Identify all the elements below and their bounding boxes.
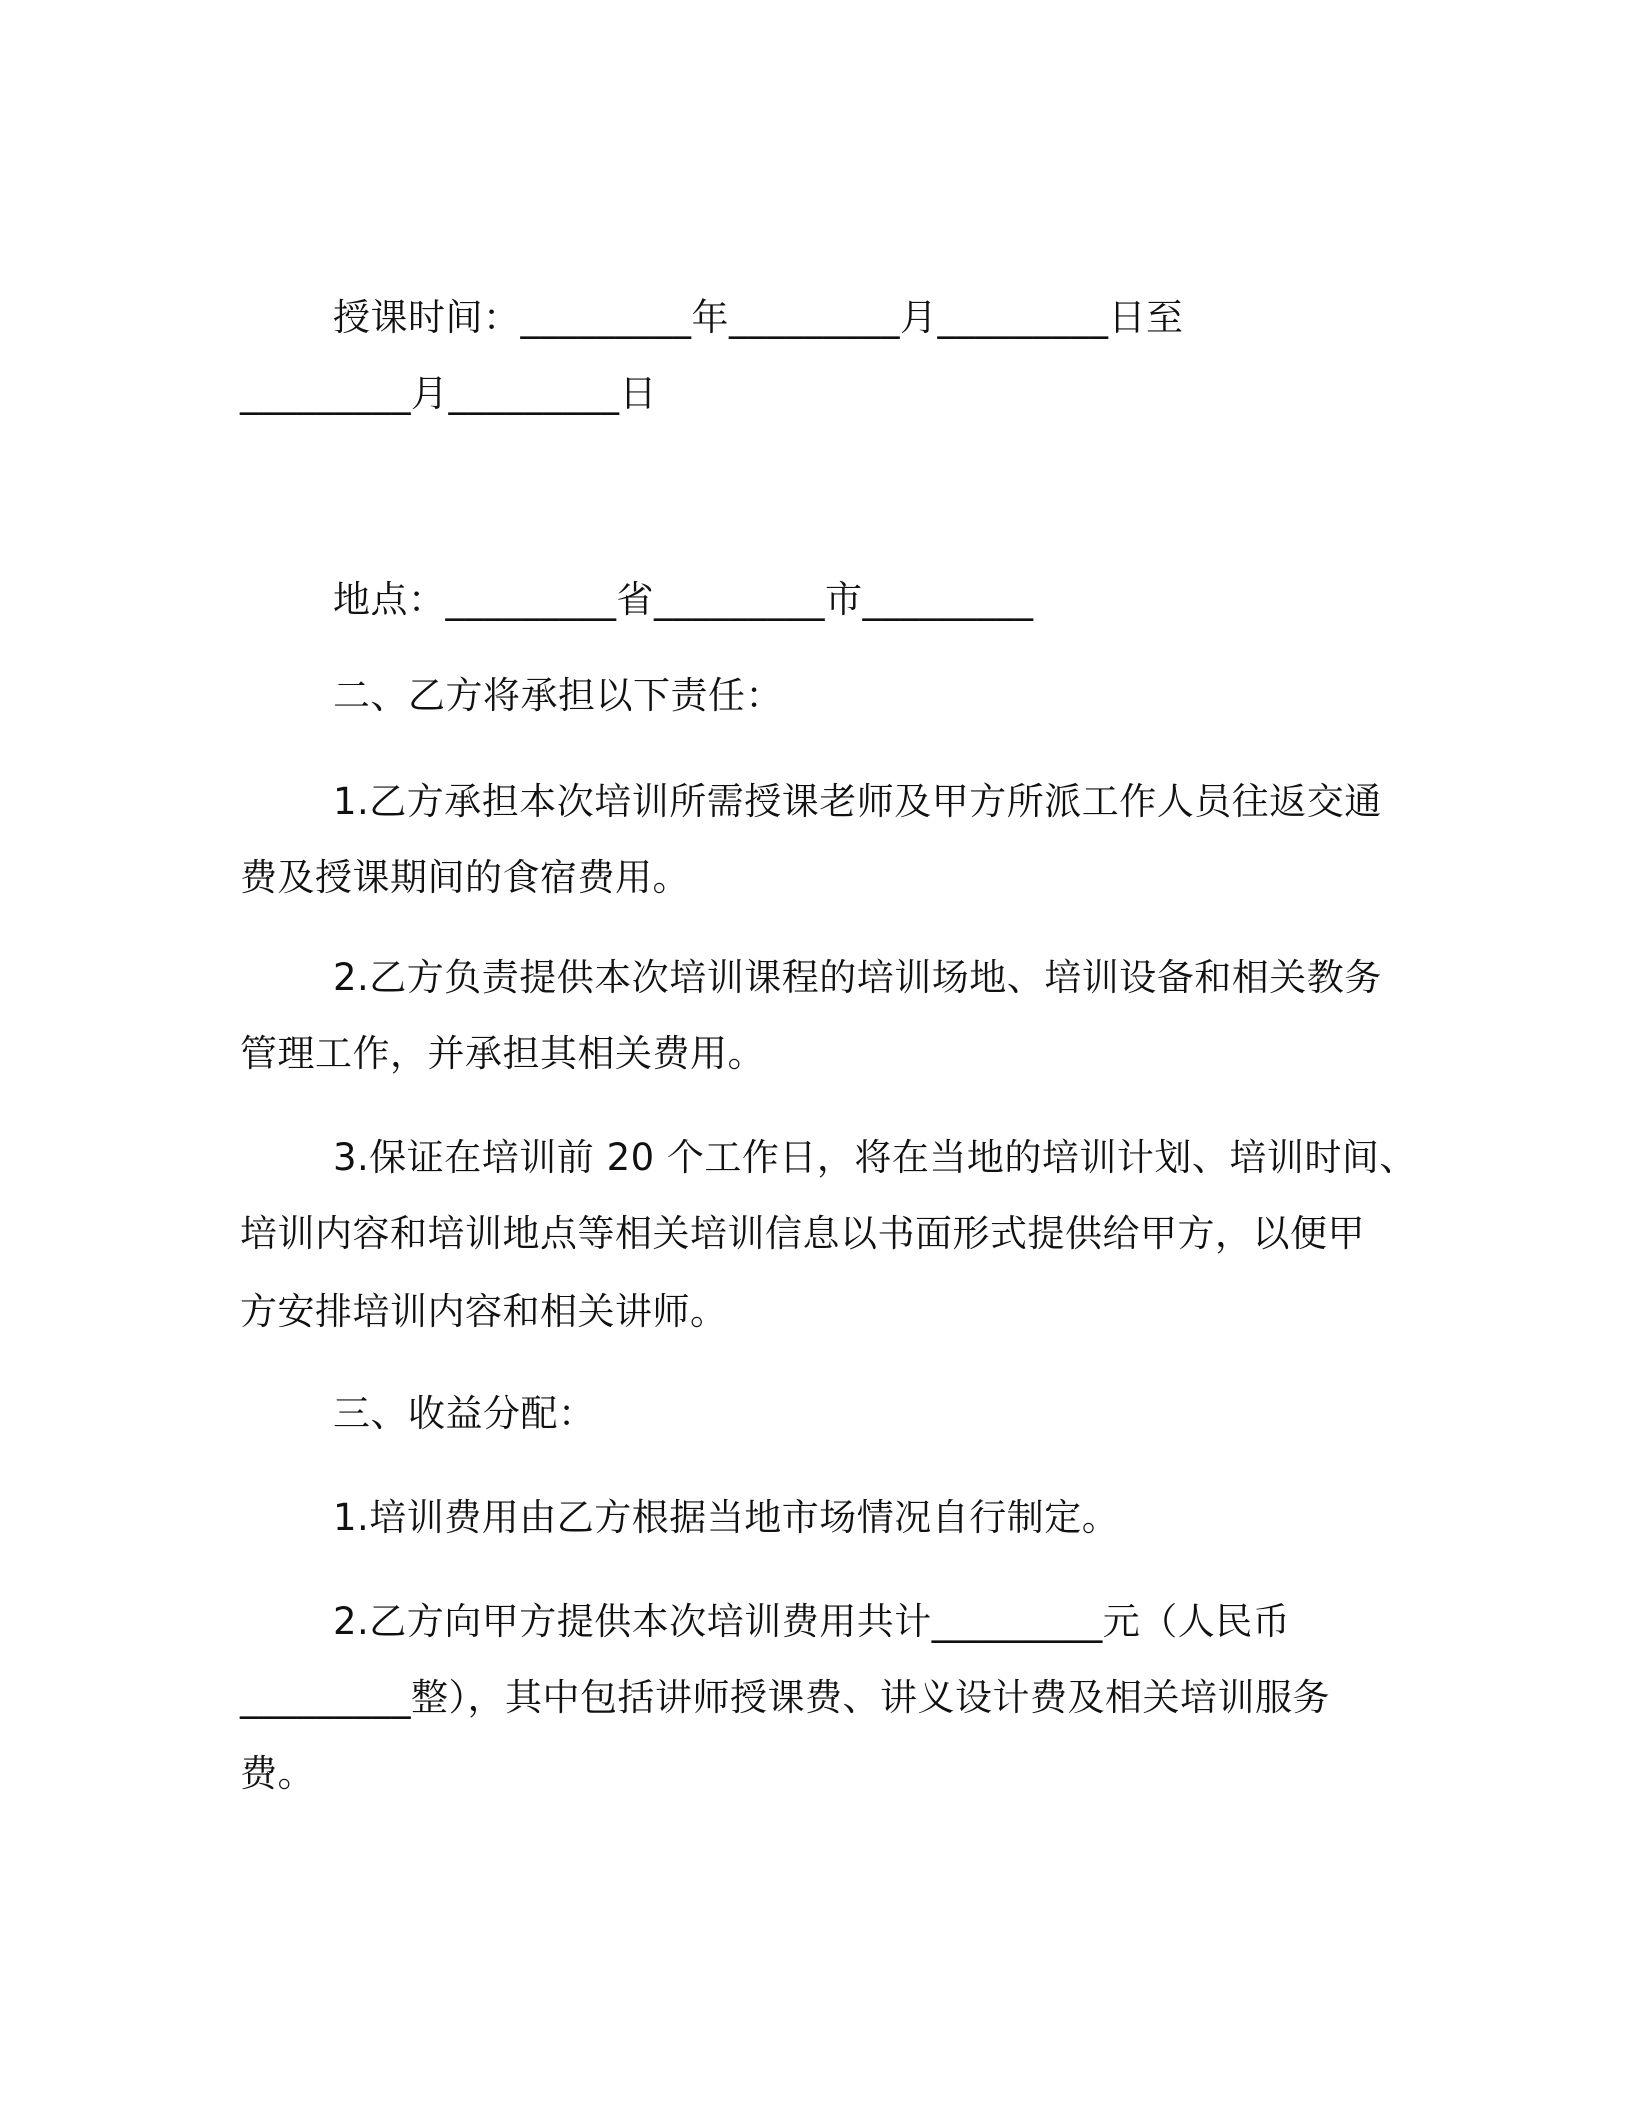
item-2-3-line-2: 培训内容和培训地点等相关培训信息以书面形式提供给甲方，以便甲 [240, 1212, 1365, 1255]
teaching-time-line-cont: _________月_________日 [240, 372, 657, 415]
item-3-2-line-2: _________整），其中包括讲师授课费、讲义设计费及相关培训服务 [240, 1676, 1330, 1719]
item-2-1-line-1: 1.乙方承担本次培训所需授课老师及甲方所派工作人员往返交通 [333, 780, 1382, 823]
section-3-heading: 三、收益分配： [333, 1392, 596, 1435]
item-2-2-line-2: 管理工作，并承担其相关费用。 [240, 1032, 765, 1075]
location-line: 地点：_________省_________市_________ [333, 578, 1034, 621]
item-2-3-line-1: 3.保证在培训前 20 个工作日，将在当地的培训计划、培训时间、 [333, 1136, 1417, 1179]
item-3-1-line-1: 1.培训费用由乙方根据当地市场情况自行制定。 [333, 1496, 1120, 1539]
item-2-2-line-1: 2.乙方负责提供本次培训课程的培训场地、培训设备和相关教务 [333, 956, 1382, 999]
item-3-2-line-1: 2.乙方向甲方提供本次培训费用共计_________元（人民币 [333, 1600, 1291, 1643]
item-2-3-line-3: 方安排培训内容和相关讲师。 [240, 1290, 728, 1333]
section-2-heading: 二、乙方将承担以下责任： [333, 674, 783, 717]
item-3-2-line-3: 费。 [240, 1752, 315, 1795]
teaching-time-line: 授课时间：_________年_________月_________日至 [333, 296, 1184, 339]
item-2-1-line-2: 费及授课期间的食宿费用。 [240, 856, 690, 899]
